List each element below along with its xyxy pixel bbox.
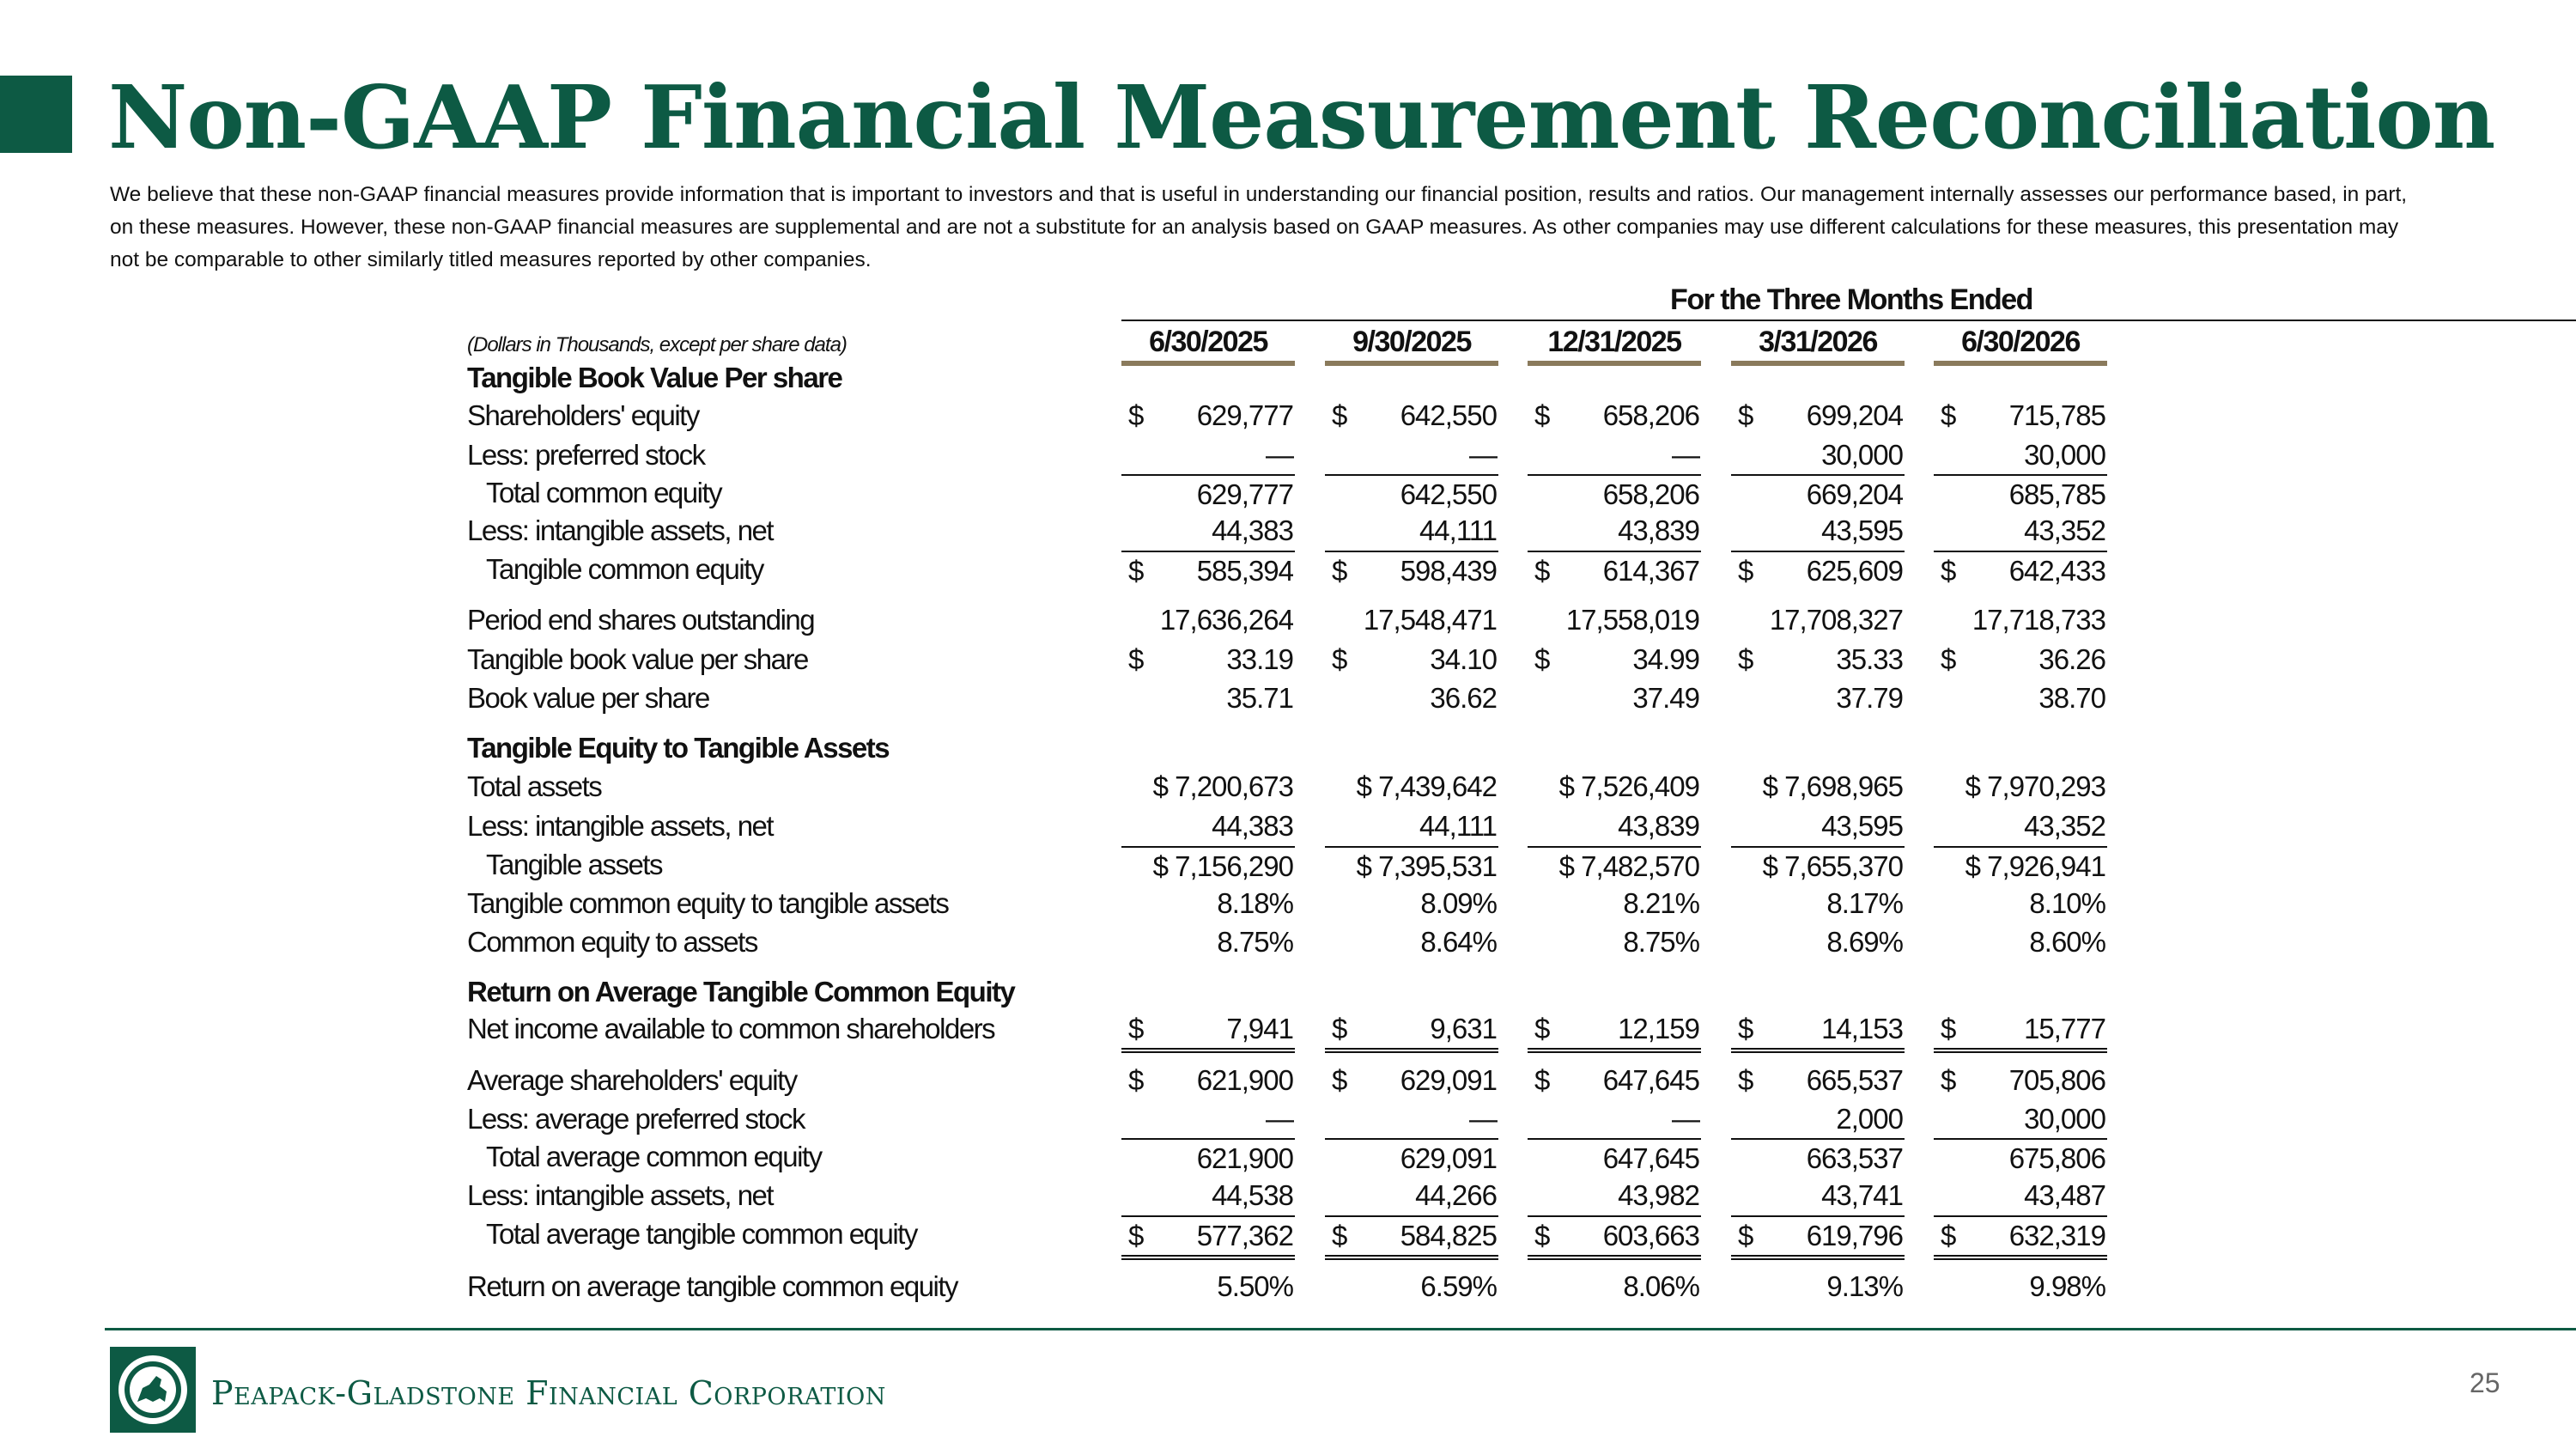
intro-paragraph: We believe that these non-GAAP financial measures provide information that is important to investors and that is useful in understanding our financial position, results and ratios. Our management internally assesses our performance based, in part, on these measures. However, these non-GAAP financial measures are supplemental and are not a substitute for an analysis based on GAAP measures. As other companies may use different calculations for these measures, this presentation may not be comparable to other similarly titled measures reported by other companies. bbox=[110, 183, 2408, 271]
cell-value: 17,636,264 bbox=[1159, 604, 1293, 636]
row-label: Net income available to common shareholders bbox=[467, 1013, 995, 1044]
table-cell bbox=[1325, 551, 1498, 590]
cell-value: 15,777 bbox=[2024, 1013, 2105, 1044]
table-cell bbox=[1934, 1268, 2107, 1306]
cell-value: 9.13% bbox=[1826, 1270, 1903, 1302]
table-cell bbox=[1528, 1010, 1701, 1053]
units-note: (Dollars in Thousands, except per share data) bbox=[467, 333, 847, 356]
company-seal-icon bbox=[110, 1347, 196, 1433]
table-cell bbox=[1731, 768, 1905, 806]
table-cell bbox=[1121, 474, 1295, 514]
cell-value: 669,204 bbox=[1806, 478, 1903, 510]
table-cell bbox=[1731, 846, 1905, 886]
cell-value: 8.21% bbox=[1623, 887, 1699, 919]
currency-symbol: $ bbox=[1941, 399, 1956, 431]
currency-symbol: $ bbox=[1128, 1220, 1144, 1251]
table-cell bbox=[1731, 923, 1905, 961]
row-label: Return on average tangible common equity bbox=[467, 1270, 958, 1302]
table-cell bbox=[1731, 807, 1905, 845]
section-header-row bbox=[467, 359, 2202, 397]
cell-value: 642,550 bbox=[1400, 399, 1497, 431]
cell-value: 6.59% bbox=[1420, 1270, 1497, 1302]
table-row bbox=[467, 1268, 2202, 1306]
table-row bbox=[467, 551, 2202, 588]
table-cell bbox=[1934, 1177, 2107, 1215]
row-label: Total average tangible common equity bbox=[486, 1218, 917, 1250]
table-cell bbox=[1121, 436, 1295, 474]
cell-value: 35.71 bbox=[1226, 682, 1293, 714]
table-cell bbox=[1121, 885, 1295, 922]
table-cell bbox=[1325, 397, 1498, 435]
row-label: Less: average preferred stock bbox=[467, 1103, 805, 1135]
cell-value: — bbox=[1266, 1103, 1293, 1135]
table-cell bbox=[1325, 846, 1498, 886]
table-cell bbox=[1325, 1100, 1498, 1138]
table-cell bbox=[1731, 512, 1905, 550]
table-cell bbox=[1934, 397, 2107, 435]
table-row bbox=[467, 1100, 2202, 1138]
table-cell bbox=[1731, 1177, 1905, 1215]
currency-symbol: $ bbox=[1534, 1064, 1550, 1096]
cell-value: 5.50% bbox=[1217, 1270, 1293, 1302]
currency-symbol: $ bbox=[1534, 1013, 1550, 1044]
cell-value: 614,367 bbox=[1602, 555, 1699, 587]
table-cell bbox=[1121, 1138, 1295, 1178]
table-cell bbox=[1731, 1010, 1905, 1053]
table-cell bbox=[1121, 641, 1295, 679]
table-cell bbox=[1325, 1268, 1498, 1306]
currency-symbol: $ bbox=[1738, 1013, 1753, 1044]
cell-value: $ 7,970,293 bbox=[1965, 770, 2105, 802]
cell-value: 577,362 bbox=[1196, 1220, 1293, 1251]
cell-value: 658,206 bbox=[1602, 399, 1699, 431]
currency-symbol: $ bbox=[1332, 399, 1347, 431]
cell-value: 585,394 bbox=[1196, 555, 1293, 587]
table-cell bbox=[1325, 807, 1498, 845]
currency-symbol: $ bbox=[1941, 555, 1956, 587]
table-cell bbox=[1528, 641, 1701, 679]
section-label: Tangible Book Value Per share bbox=[467, 362, 842, 393]
table-cell bbox=[1325, 885, 1498, 922]
cell-value: 37.49 bbox=[1632, 682, 1699, 714]
cell-value: 663,537 bbox=[1806, 1142, 1903, 1174]
table-cell bbox=[1934, 601, 2107, 639]
company-name: Peapack-Gladstone Financial Corporation bbox=[211, 1374, 886, 1412]
cell-value: 35.33 bbox=[1836, 643, 1903, 675]
table-cell bbox=[1731, 1062, 1905, 1099]
table-cell bbox=[1528, 1177, 1701, 1215]
cell-value: $ 7,482,570 bbox=[1558, 850, 1699, 882]
table-cell bbox=[1121, 1215, 1295, 1260]
cell-value: 632,319 bbox=[2008, 1220, 2105, 1251]
currency-symbol: $ bbox=[1332, 555, 1347, 587]
column-header: 9/30/2025 bbox=[1325, 323, 1498, 366]
row-label: Tangible common equity bbox=[486, 553, 763, 585]
cell-value: $ 7,526,409 bbox=[1558, 770, 1699, 802]
table-cell bbox=[1731, 1100, 1905, 1138]
cell-value: 621,900 bbox=[1196, 1142, 1293, 1174]
cell-value: 584,825 bbox=[1400, 1220, 1497, 1251]
table-cell bbox=[1121, 601, 1295, 639]
table-cell bbox=[1121, 1010, 1295, 1053]
table-cell bbox=[1121, 1062, 1295, 1099]
cell-value: $ 7,439,642 bbox=[1356, 770, 1497, 802]
table-cell bbox=[1731, 551, 1905, 590]
table-cell bbox=[1934, 846, 2107, 886]
cell-value: 43,982 bbox=[1618, 1179, 1699, 1211]
table-cell bbox=[1528, 885, 1701, 922]
page-number: 25 bbox=[2470, 1367, 2500, 1398]
cell-value: 44,111 bbox=[1419, 514, 1497, 546]
cell-value: $ 7,395,531 bbox=[1356, 850, 1497, 882]
row-label: Shareholders' equity bbox=[467, 399, 699, 431]
table-cell bbox=[1934, 1215, 2107, 1260]
table-cell bbox=[1121, 1268, 1295, 1306]
table-cell bbox=[1528, 512, 1701, 550]
currency-symbol: $ bbox=[1332, 643, 1347, 675]
cell-value: 44,383 bbox=[1212, 810, 1293, 842]
cell-value: 2,000 bbox=[1836, 1103, 1903, 1135]
cell-value: 17,558,019 bbox=[1565, 604, 1699, 636]
table-cell bbox=[1121, 846, 1295, 886]
cell-value: 44,111 bbox=[1419, 810, 1497, 842]
cell-value: 642,433 bbox=[2008, 555, 2105, 587]
table-cell bbox=[1325, 436, 1498, 474]
cell-value: 715,785 bbox=[2008, 399, 2105, 431]
section-label: Return on Average Tangible Common Equity bbox=[467, 976, 1015, 1008]
currency-symbol: $ bbox=[1128, 1064, 1144, 1096]
table-cell bbox=[1121, 923, 1295, 961]
table-row bbox=[467, 512, 2202, 550]
table-cell bbox=[1731, 1215, 1905, 1260]
cell-value: $ 7,655,370 bbox=[1762, 850, 1903, 882]
cell-value: — bbox=[1469, 439, 1497, 471]
table-cell bbox=[1325, 768, 1498, 806]
cell-value: 34.10 bbox=[1430, 643, 1497, 675]
currency-symbol: $ bbox=[1128, 555, 1144, 587]
row-label: Less: intangible assets, net bbox=[467, 1179, 774, 1211]
table-cell bbox=[1325, 1010, 1498, 1053]
table-cell bbox=[1934, 551, 2107, 590]
currency-symbol: $ bbox=[1738, 1220, 1753, 1251]
table-cell bbox=[1528, 474, 1701, 514]
title-accent-block bbox=[0, 76, 72, 153]
table-cell bbox=[1121, 1100, 1295, 1138]
table-cell bbox=[1528, 1062, 1701, 1099]
cell-value: — bbox=[1672, 439, 1699, 471]
cell-value: — bbox=[1672, 1103, 1699, 1135]
cell-value: 43,839 bbox=[1618, 810, 1699, 842]
cell-value: 34.99 bbox=[1632, 643, 1699, 675]
currency-symbol: $ bbox=[1738, 555, 1753, 587]
cell-value: 33.19 bbox=[1226, 643, 1293, 675]
table-row bbox=[467, 397, 2202, 435]
cell-value: 685,785 bbox=[2008, 478, 2105, 510]
table-cell bbox=[1528, 601, 1701, 639]
cell-value: 642,550 bbox=[1400, 478, 1497, 510]
cell-value: 621,900 bbox=[1196, 1064, 1293, 1096]
cell-value: 629,091 bbox=[1400, 1064, 1497, 1096]
cell-value: 38.70 bbox=[2038, 682, 2105, 714]
table-cell bbox=[1934, 641, 2107, 679]
cell-value: 629,091 bbox=[1400, 1142, 1497, 1174]
cell-value: 43,352 bbox=[2024, 810, 2105, 842]
cell-value: 705,806 bbox=[2008, 1064, 2105, 1096]
table-cell bbox=[1934, 923, 2107, 961]
cell-value: 8.75% bbox=[1623, 926, 1699, 958]
cell-value: 44,266 bbox=[1415, 1179, 1497, 1211]
cell-value: 629,777 bbox=[1196, 399, 1293, 431]
cell-value: 17,718,733 bbox=[1971, 604, 2105, 636]
cell-value: 647,645 bbox=[1602, 1142, 1699, 1174]
table-cell bbox=[1121, 768, 1295, 806]
currency-symbol: $ bbox=[1941, 643, 1956, 675]
table-cell bbox=[1934, 512, 2107, 550]
slide-title: Non-GAAP Financial Measurement Reconciliation bbox=[108, 66, 2495, 168]
table-row bbox=[467, 923, 2202, 961]
table-cell bbox=[1325, 512, 1498, 550]
table-row bbox=[467, 641, 2202, 679]
cell-value: 44,383 bbox=[1212, 514, 1293, 546]
table-cell bbox=[1731, 601, 1905, 639]
table-cell bbox=[1325, 679, 1498, 717]
table-cell bbox=[1934, 1062, 2107, 1099]
table-cell bbox=[1731, 436, 1905, 474]
row-label: Less: intangible assets, net bbox=[467, 810, 774, 842]
table-cell bbox=[1731, 1138, 1905, 1178]
table-cell bbox=[1528, 551, 1701, 590]
column-header: 12/31/2025 bbox=[1528, 323, 1701, 366]
table-cell bbox=[1325, 923, 1498, 961]
table-row bbox=[467, 1215, 2202, 1253]
cell-value: 8.60% bbox=[2029, 926, 2105, 958]
cell-value: 7,941 bbox=[1226, 1013, 1293, 1044]
table-cell bbox=[1325, 1215, 1498, 1260]
cell-value: 37.79 bbox=[1836, 682, 1903, 714]
currency-symbol: $ bbox=[1738, 1064, 1753, 1096]
currency-symbol: $ bbox=[1128, 399, 1144, 431]
cell-value: 699,204 bbox=[1806, 399, 1903, 431]
table-row bbox=[467, 1177, 2202, 1215]
cell-value: $ 7,698,965 bbox=[1762, 770, 1903, 802]
table-cell bbox=[1731, 397, 1905, 435]
cell-value: 17,548,471 bbox=[1363, 604, 1497, 636]
table-cell bbox=[1731, 679, 1905, 717]
column-header: 6/30/2025 bbox=[1121, 323, 1295, 366]
table-cell bbox=[1934, 1010, 2107, 1053]
table-cell bbox=[1731, 885, 1905, 922]
cell-value: $ 7,156,290 bbox=[1152, 850, 1293, 882]
table-row bbox=[467, 601, 2202, 639]
cell-value: 43,741 bbox=[1821, 1179, 1903, 1211]
table-cell bbox=[1528, 923, 1701, 961]
row-label: Tangible common equity to tangible assets bbox=[467, 887, 949, 919]
table-cell bbox=[1731, 1268, 1905, 1306]
currency-symbol: $ bbox=[1941, 1220, 1956, 1251]
table-cell bbox=[1121, 551, 1295, 590]
cell-value: 8.06% bbox=[1623, 1270, 1699, 1302]
table-cell bbox=[1934, 1100, 2107, 1138]
table-cell bbox=[1528, 1138, 1701, 1178]
row-label: Period end shares outstanding bbox=[467, 604, 815, 636]
row-label: Less: intangible assets, net bbox=[467, 514, 774, 546]
table-cell bbox=[1528, 397, 1701, 435]
currency-symbol: $ bbox=[1534, 555, 1550, 587]
table-cell bbox=[1325, 601, 1498, 639]
cell-value: $ 7,200,673 bbox=[1152, 770, 1293, 802]
table-cell bbox=[1325, 1177, 1498, 1215]
table-cell bbox=[1325, 474, 1498, 514]
row-label: Total average common equity bbox=[486, 1141, 822, 1172]
cell-value: $ 7,926,941 bbox=[1965, 850, 2105, 882]
cell-value: 8.09% bbox=[1420, 887, 1497, 919]
section-header-row bbox=[467, 729, 2202, 767]
cell-value: 9,631 bbox=[1430, 1013, 1497, 1044]
table-cell bbox=[1528, 807, 1701, 845]
cell-value: 8.17% bbox=[1826, 887, 1903, 919]
row-label: Book value per share bbox=[467, 682, 709, 714]
table-cell bbox=[1325, 1062, 1498, 1099]
cell-value: 8.10% bbox=[2029, 887, 2105, 919]
table-cell bbox=[1731, 474, 1905, 514]
table-cell bbox=[1934, 474, 2107, 514]
table-cell bbox=[1528, 846, 1701, 886]
cell-value: 619,796 bbox=[1806, 1220, 1903, 1251]
cell-value: 629,777 bbox=[1196, 478, 1293, 510]
cell-value: 43,595 bbox=[1821, 810, 1903, 842]
currency-symbol: $ bbox=[1128, 1013, 1144, 1044]
cell-value: 43,595 bbox=[1821, 514, 1903, 546]
cell-value: 44,538 bbox=[1212, 1179, 1293, 1211]
row-label: Total common equity bbox=[486, 477, 722, 508]
currency-symbol: $ bbox=[1128, 643, 1144, 675]
cell-value: 43,487 bbox=[2024, 1179, 2105, 1211]
cell-value: 8.75% bbox=[1217, 926, 1293, 958]
currency-symbol: $ bbox=[1738, 399, 1753, 431]
table-row bbox=[467, 474, 2202, 512]
table-cell bbox=[1934, 436, 2107, 474]
cell-value: 658,206 bbox=[1602, 478, 1699, 510]
table-row bbox=[467, 846, 2202, 884]
cell-value: — bbox=[1469, 1103, 1497, 1135]
cell-value: 43,352 bbox=[2024, 514, 2105, 546]
cell-value: 9.98% bbox=[2029, 1270, 2105, 1302]
table-cell bbox=[1934, 885, 2107, 922]
table-cell bbox=[1528, 1215, 1701, 1260]
cell-value: 14,153 bbox=[1821, 1013, 1903, 1044]
table-cell bbox=[1528, 436, 1701, 474]
cell-value: 43,839 bbox=[1618, 514, 1699, 546]
cell-value: 36.62 bbox=[1430, 682, 1497, 714]
table-row bbox=[467, 885, 2202, 922]
table-cell bbox=[1528, 1268, 1701, 1306]
currency-symbol: $ bbox=[1332, 1013, 1347, 1044]
table-cell bbox=[1325, 1138, 1498, 1178]
period-header: For the Three Months Ended bbox=[1121, 280, 2576, 321]
cell-value: 647,645 bbox=[1602, 1064, 1699, 1096]
row-label: Tangible book value per share bbox=[467, 643, 808, 675]
cell-value: 675,806 bbox=[2008, 1142, 2105, 1174]
cell-value: — bbox=[1266, 439, 1293, 471]
cell-value: 30,000 bbox=[1821, 439, 1903, 471]
table-row bbox=[467, 1062, 2202, 1099]
table-row bbox=[467, 679, 2202, 717]
cell-value: 36.26 bbox=[2038, 643, 2105, 675]
currency-symbol: $ bbox=[1534, 643, 1550, 675]
table-row bbox=[467, 768, 2202, 806]
table-cell bbox=[1528, 679, 1701, 717]
row-label: Total assets bbox=[467, 770, 602, 802]
column-header: 3/31/2026 bbox=[1731, 323, 1905, 366]
row-label: Less: preferred stock bbox=[467, 439, 705, 471]
row-label: Common equity to assets bbox=[467, 926, 757, 958]
row-label: Average shareholders' equity bbox=[467, 1064, 797, 1096]
table-cell bbox=[1121, 397, 1295, 435]
cell-value: 603,663 bbox=[1602, 1220, 1699, 1251]
table-cell bbox=[1528, 1100, 1701, 1138]
currency-symbol: $ bbox=[1332, 1064, 1347, 1096]
table-cell bbox=[1934, 1138, 2107, 1178]
table-row bbox=[467, 1010, 2202, 1048]
cell-value: 625,609 bbox=[1806, 555, 1903, 587]
cell-value: 598,439 bbox=[1400, 555, 1497, 587]
cell-value: 12,159 bbox=[1618, 1013, 1699, 1044]
currency-symbol: $ bbox=[1941, 1064, 1956, 1096]
column-header: 6/30/2026 bbox=[1934, 323, 2107, 366]
currency-symbol: $ bbox=[1534, 399, 1550, 431]
table-row bbox=[467, 1138, 2202, 1176]
cell-value: 665,537 bbox=[1806, 1064, 1903, 1096]
currency-symbol: $ bbox=[1534, 1220, 1550, 1251]
section-label: Tangible Equity to Tangible Assets bbox=[467, 732, 890, 764]
footer-divider bbox=[105, 1328, 2576, 1330]
cell-value: 8.69% bbox=[1826, 926, 1903, 958]
table-cell bbox=[1934, 807, 2107, 845]
cell-value: 17,708,327 bbox=[1769, 604, 1903, 636]
cell-value: 30,000 bbox=[2024, 1103, 2105, 1135]
table-row bbox=[467, 436, 2202, 474]
table-cell bbox=[1325, 641, 1498, 679]
table-cell bbox=[1121, 679, 1295, 717]
table-row bbox=[467, 807, 2202, 845]
cell-value: 8.18% bbox=[1217, 887, 1293, 919]
table-cell bbox=[1934, 768, 2107, 806]
table-cell bbox=[1121, 1177, 1295, 1215]
table-cell bbox=[1121, 512, 1295, 550]
currency-symbol: $ bbox=[1941, 1013, 1956, 1044]
section-header-row bbox=[467, 973, 2202, 1011]
cell-value: 8.64% bbox=[1420, 926, 1497, 958]
table-cell bbox=[1934, 679, 2107, 717]
currency-symbol: $ bbox=[1738, 643, 1753, 675]
cell-value: 30,000 bbox=[2024, 439, 2105, 471]
company-seal-graphic bbox=[113, 1350, 192, 1429]
table-cell bbox=[1121, 807, 1295, 845]
currency-symbol: $ bbox=[1332, 1220, 1347, 1251]
table-cell bbox=[1731, 641, 1905, 679]
row-label: Tangible assets bbox=[486, 849, 662, 880]
table-cell bbox=[1528, 768, 1701, 806]
